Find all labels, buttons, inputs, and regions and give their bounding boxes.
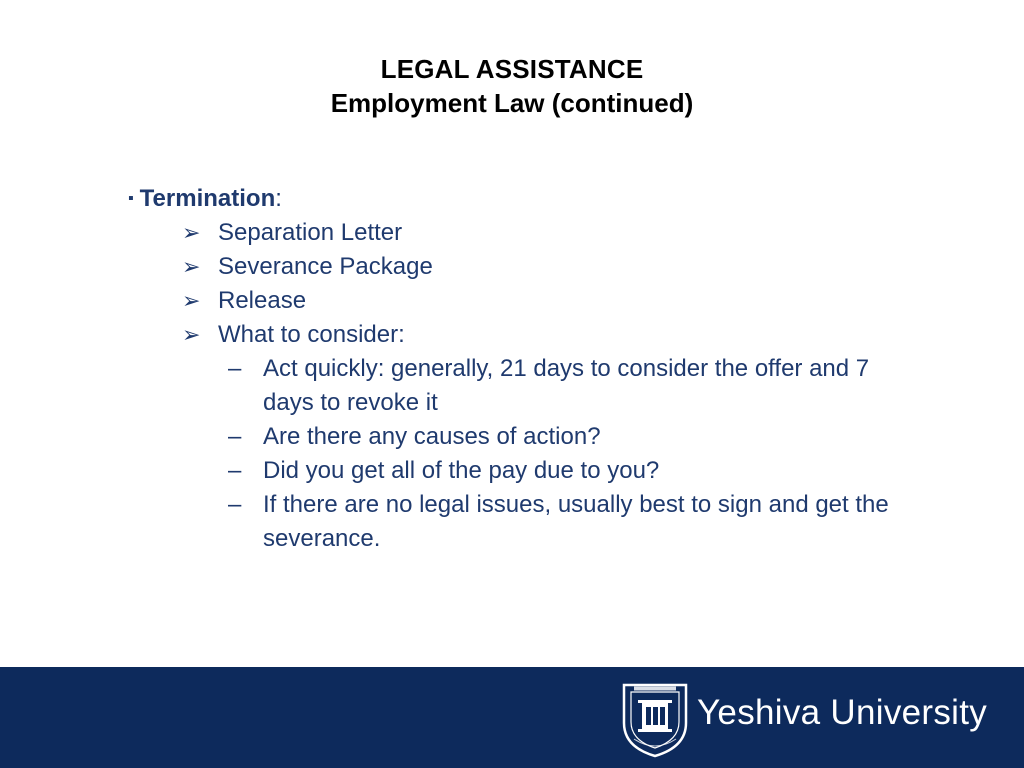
list-item-text: Release (218, 287, 307, 314)
list-item (182, 284, 306, 318)
section-heading (128, 182, 282, 219)
list-item-text: Separation Letter (218, 219, 403, 246)
sub-list-item (228, 488, 918, 556)
footer-bar (0, 667, 1024, 768)
dash-bullet: – (228, 491, 242, 518)
sub-list-item (228, 454, 918, 488)
section-heading-colon: : (275, 185, 282, 212)
sub-list-item (228, 352, 918, 420)
slide-title (0, 52, 1024, 120)
list-item (182, 318, 405, 352)
list-item (182, 216, 402, 250)
list-item (182, 250, 433, 284)
section-heading-text: Termination (139, 185, 276, 212)
dash-bullet: – (228, 355, 242, 382)
sub-list-item (228, 420, 918, 454)
sub-list-item-text: Are there any causes of action? (263, 423, 601, 450)
list-item-text: What to consider: (218, 321, 405, 348)
university-name: Yeshiva University (697, 693, 988, 732)
list-item-text: Severance Package (218, 253, 433, 280)
title-line-1: LEGAL ASSISTANCE (380, 54, 644, 84)
title-line-2: Employment Law (continued) (330, 88, 694, 118)
sub-list-item-text: Did you get all of the pay due to you? (263, 457, 660, 484)
sub-list-item-text: If there are no legal issues, usually best to sign and get the severance. (263, 491, 889, 552)
dash-bullet: – (228, 423, 242, 450)
square-bullet-icon: ▪ (128, 190, 134, 207)
dash-bullet: – (228, 457, 242, 484)
arrow-bullet-icon: ➢ (182, 322, 201, 347)
arrow-bullet-icon: ➢ (182, 254, 201, 279)
arrow-bullet-icon: ➢ (182, 288, 201, 313)
yeshiva-university-seal-icon (620, 679, 690, 759)
arrow-bullet-icon: ➢ (182, 220, 201, 245)
sub-list-item-text: Act quickly: generally, 21 days to consider the offer and 7 days to revoke it (263, 355, 870, 416)
